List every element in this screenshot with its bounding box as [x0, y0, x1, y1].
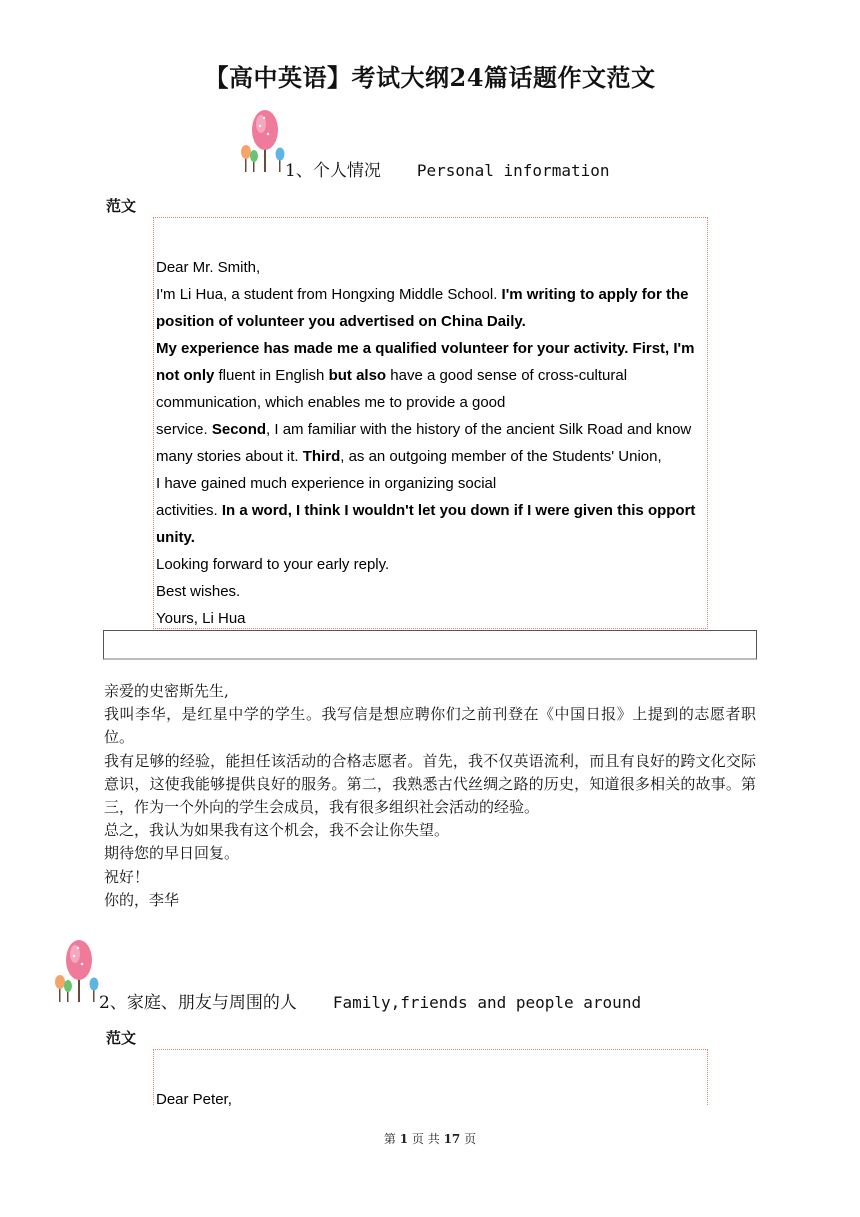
letter-line — [156, 416, 707, 443]
translation-line: 期待您的早日回复。 — [104, 844, 240, 863]
section1-heading-zh: 1、个人情况 — [285, 161, 381, 181]
letter-bold-text: I'm writing to apply for the — [501, 286, 689, 303]
letter-text: fluent in English — [214, 367, 329, 384]
letter-text: have a good sense of cross-cultural — [386, 367, 628, 384]
section2-letter — [154, 1050, 707, 1113]
letter-bold-text: not only — [156, 367, 215, 384]
letter-text: , I am familiar with the history of the ancient Silk Road and know — [266, 421, 692, 438]
section1-letter-box — [153, 217, 708, 629]
letter-bold-text: unity. — [156, 529, 195, 546]
translation-line: 总之，我认为如果我有这个机会，我不会让你失望。 — [104, 821, 450, 840]
letter-line — [156, 443, 707, 470]
page-number: 1 — [399, 1132, 409, 1146]
total-pages: 17 — [443, 1132, 461, 1146]
section2-heading — [99, 988, 641, 1013]
translation-line: 祝好！ — [104, 867, 150, 886]
letter-line: communication, which enables me to provide a good — [156, 394, 506, 411]
section2-letter-box — [153, 1049, 708, 1108]
translation-line: 我叫李华，是红星中学的学生。我写信是想应聘你们之前刊登在《中国日报》上提到的志愿者职位。 — [104, 705, 756, 747]
letter-line — [156, 281, 707, 308]
letter-bold-text: position of volunteer you advertised on China Daily. — [156, 313, 526, 330]
section2-heading-zh: 2、家庭、朋友与周围的人 — [99, 993, 297, 1013]
translation-line: 我有足够的经验，能担任该活动的合格志愿者。首先，我不仅英语流利，而且有良好的跨文化交际意识，这使我能够提供良好的服务。第二，我熟悉古代丝绸之路的历史，知道很多相关的故事。第三，作为一个外向的学生会成员，我有很多组织社会活动的经验。 — [104, 751, 756, 817]
letter-bold-text: Second — [211, 421, 267, 438]
footer-prefix: 第 — [383, 1132, 396, 1146]
letter-line — [156, 362, 707, 389]
letter-line: Looking forward to your early reply. — [156, 556, 390, 573]
translation-line: 亲爱的史密斯先生, — [104, 682, 229, 700]
section1-translation — [104, 680, 756, 912]
footer-suffix: 页 — [464, 1132, 477, 1146]
letter-text: , as an outgoing member of the Students' Union, — [340, 448, 662, 465]
section1-heading — [285, 156, 609, 181]
letter-bold-text: but also — [328, 367, 387, 384]
section2-heading-en: Family,friends and people around — [332, 993, 642, 1012]
letter-line — [156, 524, 707, 551]
letter-line: Best wishes. — [156, 583, 241, 600]
letter-line — [156, 308, 707, 335]
letter-text: activities. — [156, 502, 222, 519]
letter-line: I have gained much experience in organizing social — [156, 475, 497, 492]
document-title: 【高中英语】考试大纲24篇话题作文范文 — [204, 63, 656, 92]
section1-letter — [154, 218, 707, 632]
letter-text: many stories about it. — [156, 448, 303, 465]
empty-text-box — [103, 630, 757, 660]
letter-bold-text: Third — [302, 448, 341, 465]
letter-line: Yours, Li Hua — [156, 610, 246, 627]
letter-bold-text: My experience has made me a qualified volunteer for your activity. First, I'm — [156, 340, 695, 357]
letter-text: service. — [156, 421, 212, 438]
footer-mid: 页 共 — [411, 1132, 440, 1146]
letter-bold-text: In a word, I think I wouldn't let you down if I were given this opport — [221, 502, 696, 519]
letter-line: Dear Mr. Smith, — [156, 259, 261, 276]
letter-text: I'm Li Hua, a student from Hongxing Middle School. — [156, 286, 502, 303]
section2-label: 范文 — [106, 1029, 137, 1047]
section1-heading-en: Personal information — [416, 161, 610, 180]
letter-line — [156, 497, 707, 524]
letter-line — [156, 335, 707, 362]
letter-line: Dear Peter, — [156, 1091, 232, 1108]
section1-label: 范文 — [106, 197, 137, 215]
page-footer — [0, 1130, 860, 1147]
translation-line: 你的，李华 — [104, 890, 180, 909]
